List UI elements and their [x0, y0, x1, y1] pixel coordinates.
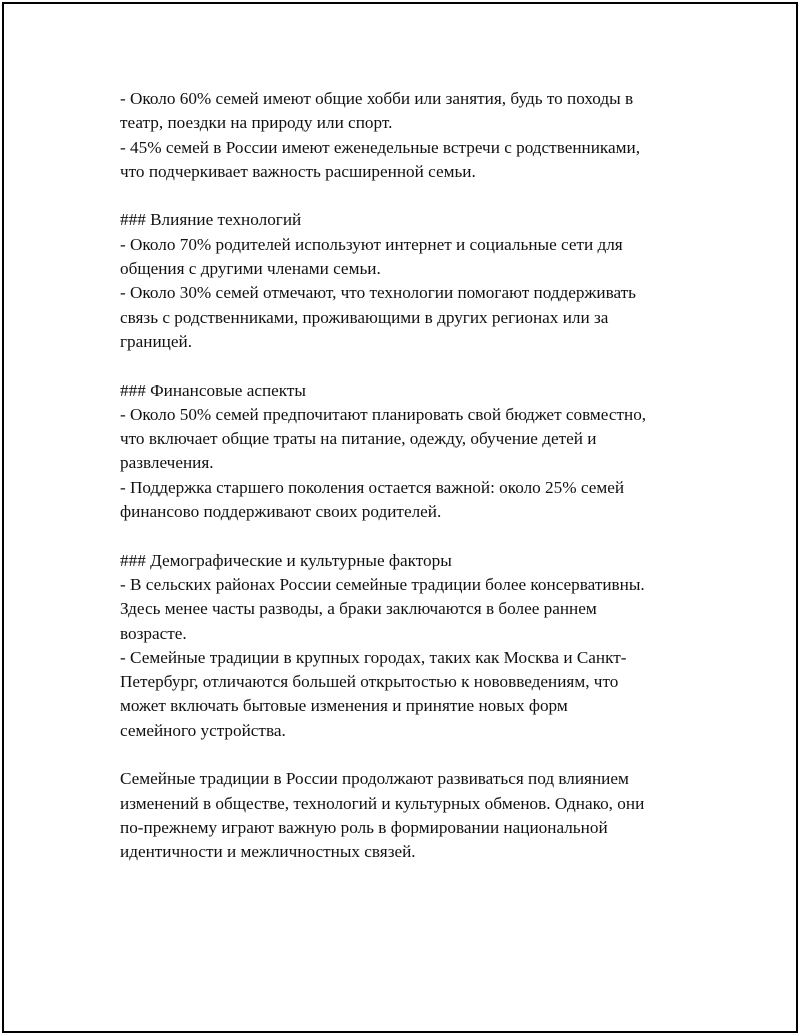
text-line: что подчеркивает важность расширенной семьи.: [120, 161, 476, 181]
text-line: - Около 70% родителей используют интернет и социальные сети для: [120, 234, 623, 254]
text-line: связь с родственниками, проживающими в других регионах или за: [120, 307, 609, 327]
conclusion-line: идентичности и межличностных связей.: [120, 842, 416, 862]
text-line: - Семейные традиции в крупных городах, таких как Москва и Санкт-: [120, 647, 627, 667]
paragraph-gap: [120, 524, 710, 548]
text-line: развлечения.: [120, 453, 214, 473]
text-line: общения с другими членами семьи.: [120, 259, 381, 279]
conclusion-line: по-прежнему играют важную роль в формировании национальной: [120, 817, 608, 837]
section-heading-demographics: ### Демографические и культурные факторы: [120, 550, 452, 570]
text-line: - Около 50% семей предпочитают планировать свой бюджет совместно,: [120, 404, 647, 424]
text-line: может включать бытовые изменения и принятие новых форм: [120, 696, 568, 716]
text-line: театр, поездки на природу или спорт.: [120, 113, 393, 133]
paragraph-gap: [120, 354, 710, 378]
text-line: - Около 60% семей имеют общие хобби или занятия, будь то походы в: [120, 89, 634, 108]
text-line: границей.: [120, 331, 192, 351]
text-line: финансово поддерживают своих родителей.: [120, 502, 442, 522]
text-line: Петербург, отличаются большей открытостью к нововведениям, что: [120, 672, 619, 692]
paragraph-gap: [120, 184, 710, 208]
text-line: - 45% семей в России имеют еженедельные встречи с родственниками,: [120, 137, 641, 157]
paragraph-gap: [120, 743, 710, 767]
text-line: - В сельских районах России семейные традиции более консервативны.: [120, 574, 645, 594]
text-line: Здесь менее часты разводы, а браки заключаются в более раннем: [120, 599, 597, 619]
text-line: что включает общие траты на питание, одежду, обучение детей и: [120, 429, 597, 449]
section-heading-finance: ### Финансовые аспекты: [120, 380, 306, 400]
text-line: - Около 30% семей отмечают, что технологии помогают поддерживать: [120, 283, 637, 303]
document-body: [120, 87, 710, 865]
text-line: - Поддержка старшего поколения остается важной: около 25% семей: [120, 477, 625, 497]
text-line: возрасте.: [120, 623, 187, 643]
conclusion-line: изменений в обществе, технологий и культурных обменов. Однако, они: [120, 793, 645, 813]
section-heading-technology: ### Влияние технологий: [120, 210, 302, 230]
conclusion-line: Семейные традиции в России продолжают развиваться под влиянием: [120, 769, 629, 789]
document-page: [2, 2, 798, 1033]
text-line: семейного устройства.: [120, 720, 286, 740]
